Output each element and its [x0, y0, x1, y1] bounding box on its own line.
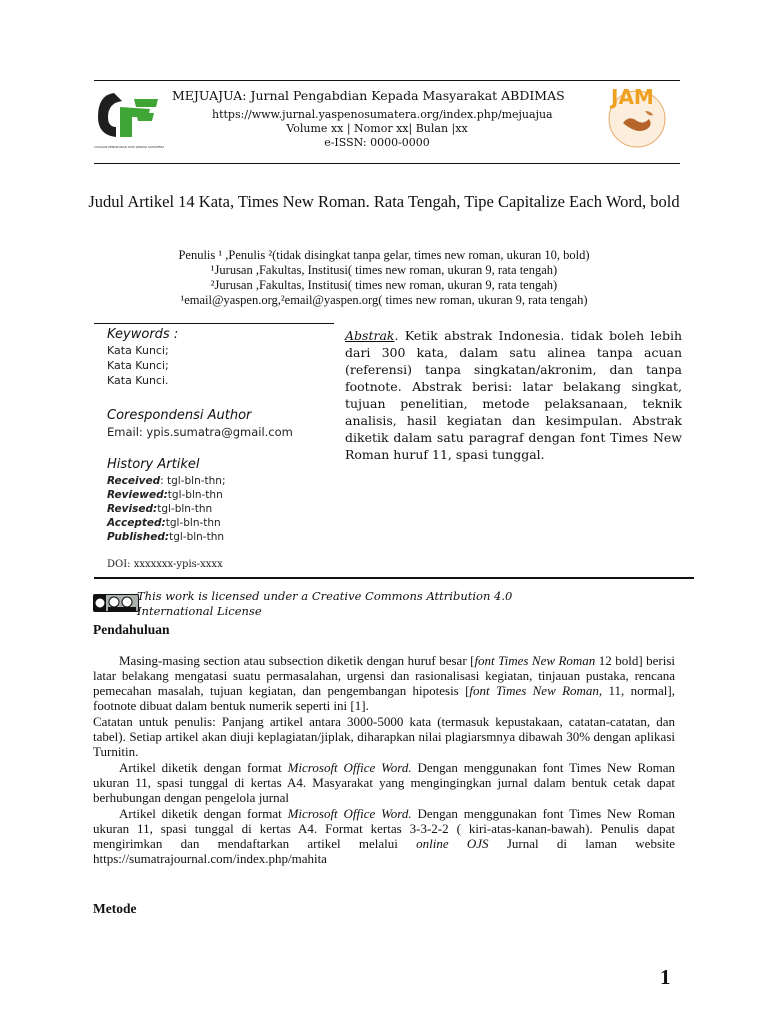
keyword-item: Kata Kunci. [107, 374, 169, 387]
text-run: 11, normal], footnote dibuat dalam bentuk numerik seperti ini [1]. [93, 683, 675, 713]
license-text[interactable]: This work is licensed under a Creative Commons Attribution 4.0 International License [137, 589, 513, 618]
jam-logo-text: JAM [611, 85, 654, 109]
history-label: Revised: [107, 503, 158, 515]
journal-url[interactable]: https://www.jurnal.yaspenosumatera.org/index.php/mejuajua [212, 108, 553, 121]
header-top-rule [94, 80, 680, 81]
history-value: tgl-bln-thn [169, 531, 225, 543]
history-value: tgl-bln-thn [167, 489, 223, 501]
text-run: Jurnal di laman website https://sumatrajournal.com/index.php/mahita [93, 836, 675, 866]
keyword-item: Kata Kunci; [107, 344, 169, 357]
abstract-text: . Ketik abstrak Indonesia. tidak boleh lebih dari 300 kata, dalam satu alinea tanpa acuan (referensi) tanpa singkatan/akronim, dan tanpa footnote. Abstrak berisi: latar belakang singkat, tujuan penelitian, metode pelaksanaan, teknik analisis, hasil kegiatan dan kesimpulan. Abstrak diketik dalam satu paragraf dengan font Times New Roman huruf 11, spasi tunggal. [345, 328, 682, 462]
journal-issn: e-ISSN: 0000-0000 [324, 136, 430, 149]
text-run: 12 bold] berisi latar belakang mengatasi suatu permasalahan, urgensi dan rasionalisasi kegiatan, tinjauan pustaka, rencana pemecahan masalah, tujuan kegiatan, dan pengembangan hipotesis [ [93, 653, 675, 698]
text-run: Artikel diketik dengan format [119, 760, 288, 775]
text-run: Dengan menggunakan font Times New Roman ukuran 11, spasi tunggal di kertas A4. Masyarakat yang mengingingkan jurnal dalam bentuk cetak dapat berhubungan dengan pengelola jurnal [93, 760, 676, 805]
history-label: Accepted: [107, 517, 166, 529]
history-published [107, 530, 224, 544]
history-value: tgl-bln-thn [165, 517, 221, 529]
section-heading-metode: Metode [93, 901, 137, 916]
history-reviewed [107, 488, 223, 502]
history-heading: History Artikel [107, 457, 200, 472]
body-bottom-rule [94, 577, 694, 579]
journal-volume: Volume xx | Nomor xx| Bulan |xx [286, 122, 468, 135]
header-bottom-rule [94, 163, 680, 164]
abstract [345, 327, 682, 463]
publisher-logo-caption: YAYASAN PENDIDIKAN ILMU JEPANG SUMATERA [94, 145, 164, 149]
section-heading-pendahuluan: Pendahuluan [93, 622, 170, 637]
abstract-label: Abstrak [345, 328, 395, 343]
sidebar-top-rule [94, 323, 334, 324]
author-emails: ¹email@yaspen.org,²email@yaspen.org( times new roman, ukuran 9, rata tengah) [180, 293, 588, 307]
text-run: Dengan menggunakan font Times New Roman ukuran 11, spasi tunggal di kertas A4. Format kertas 3-3-2-2 ( kiri-atas-kanan-bawah). Penulis dapat mengirimkan dan mendaftarkan artikel melalui [93, 806, 676, 851]
text-run-italic: font Times New Roman, [469, 683, 603, 698]
keywords-heading: Keywords : [107, 327, 179, 342]
doi[interactable]: DOI: xxxxxxx-ypis-xxxx [107, 559, 223, 570]
text-run: Artikel diketik dengan format [119, 806, 288, 821]
history-label: Reviewed: [107, 489, 168, 501]
history-value: : tgl-bln-thn; [160, 475, 226, 487]
authors-line: Penulis ¹ ,Penulis ²(tidak disingkat tanpa gelar, times new roman, ukuran 10, bold) [178, 248, 590, 262]
history-accepted [107, 516, 221, 530]
cc-license-badge[interactable] [93, 594, 139, 612]
paragraph-3 [93, 760, 675, 805]
affiliation-1: ¹Jurusan ,Fakultas, Institusi( times new roman, ukuran 9, rata tengah) [210, 263, 558, 277]
page-number: 1 [660, 965, 671, 989]
correspondence-email[interactable]: Email: ypis.sumatra@gmail.com [107, 425, 293, 439]
history-label: Published: [107, 531, 170, 543]
affiliation-2: ²Jurusan ,Fakultas, Institusi( times new roman, ukuran 9, rata tengah) [210, 278, 558, 292]
history-received [107, 474, 225, 488]
text-run-italic: online OJS [416, 836, 489, 851]
paragraph-4 [93, 806, 675, 866]
text-run-italic: Microsoft Office Word. [287, 806, 412, 821]
text-run: Masing-masing section atau subsection diketik dengan huruf besar [ [119, 653, 475, 668]
publisher-logo [94, 87, 164, 153]
paragraph-1 [93, 653, 675, 713]
jam-logo [601, 85, 673, 149]
text-run-italic: Microsoft Office Word. [287, 760, 412, 775]
paragraph-2: Catatan untuk penulis: Panjang artikel antara 3000-5000 kata (termasuk kepustakaan, catatan-catatan, dan tabel). Setiap artikel akan diuji keplagiatan/jiplak, diharapkan nilai plagiarsmnya dibawah 30% dengan aplikasi Turnitin. [93, 714, 675, 759]
correspondence-heading: Corespondensi Author [107, 408, 252, 423]
journal-title: MEJUAJUA: Jurnal Pengabdian Kepada Masyarakat ABDIMAS [172, 88, 565, 103]
text-run-italic: font Times New Roman [474, 653, 596, 668]
history-revised [107, 502, 212, 516]
keyword-item: Kata Kunci; [107, 359, 169, 372]
history-value: tgl-bln-thn [157, 503, 213, 515]
history-label: Received [107, 475, 161, 487]
article-title: Judul Artikel 14 Kata, Times New Roman. Rata Tengah, Tipe Capitalize Each Word, bold [88, 192, 680, 211]
